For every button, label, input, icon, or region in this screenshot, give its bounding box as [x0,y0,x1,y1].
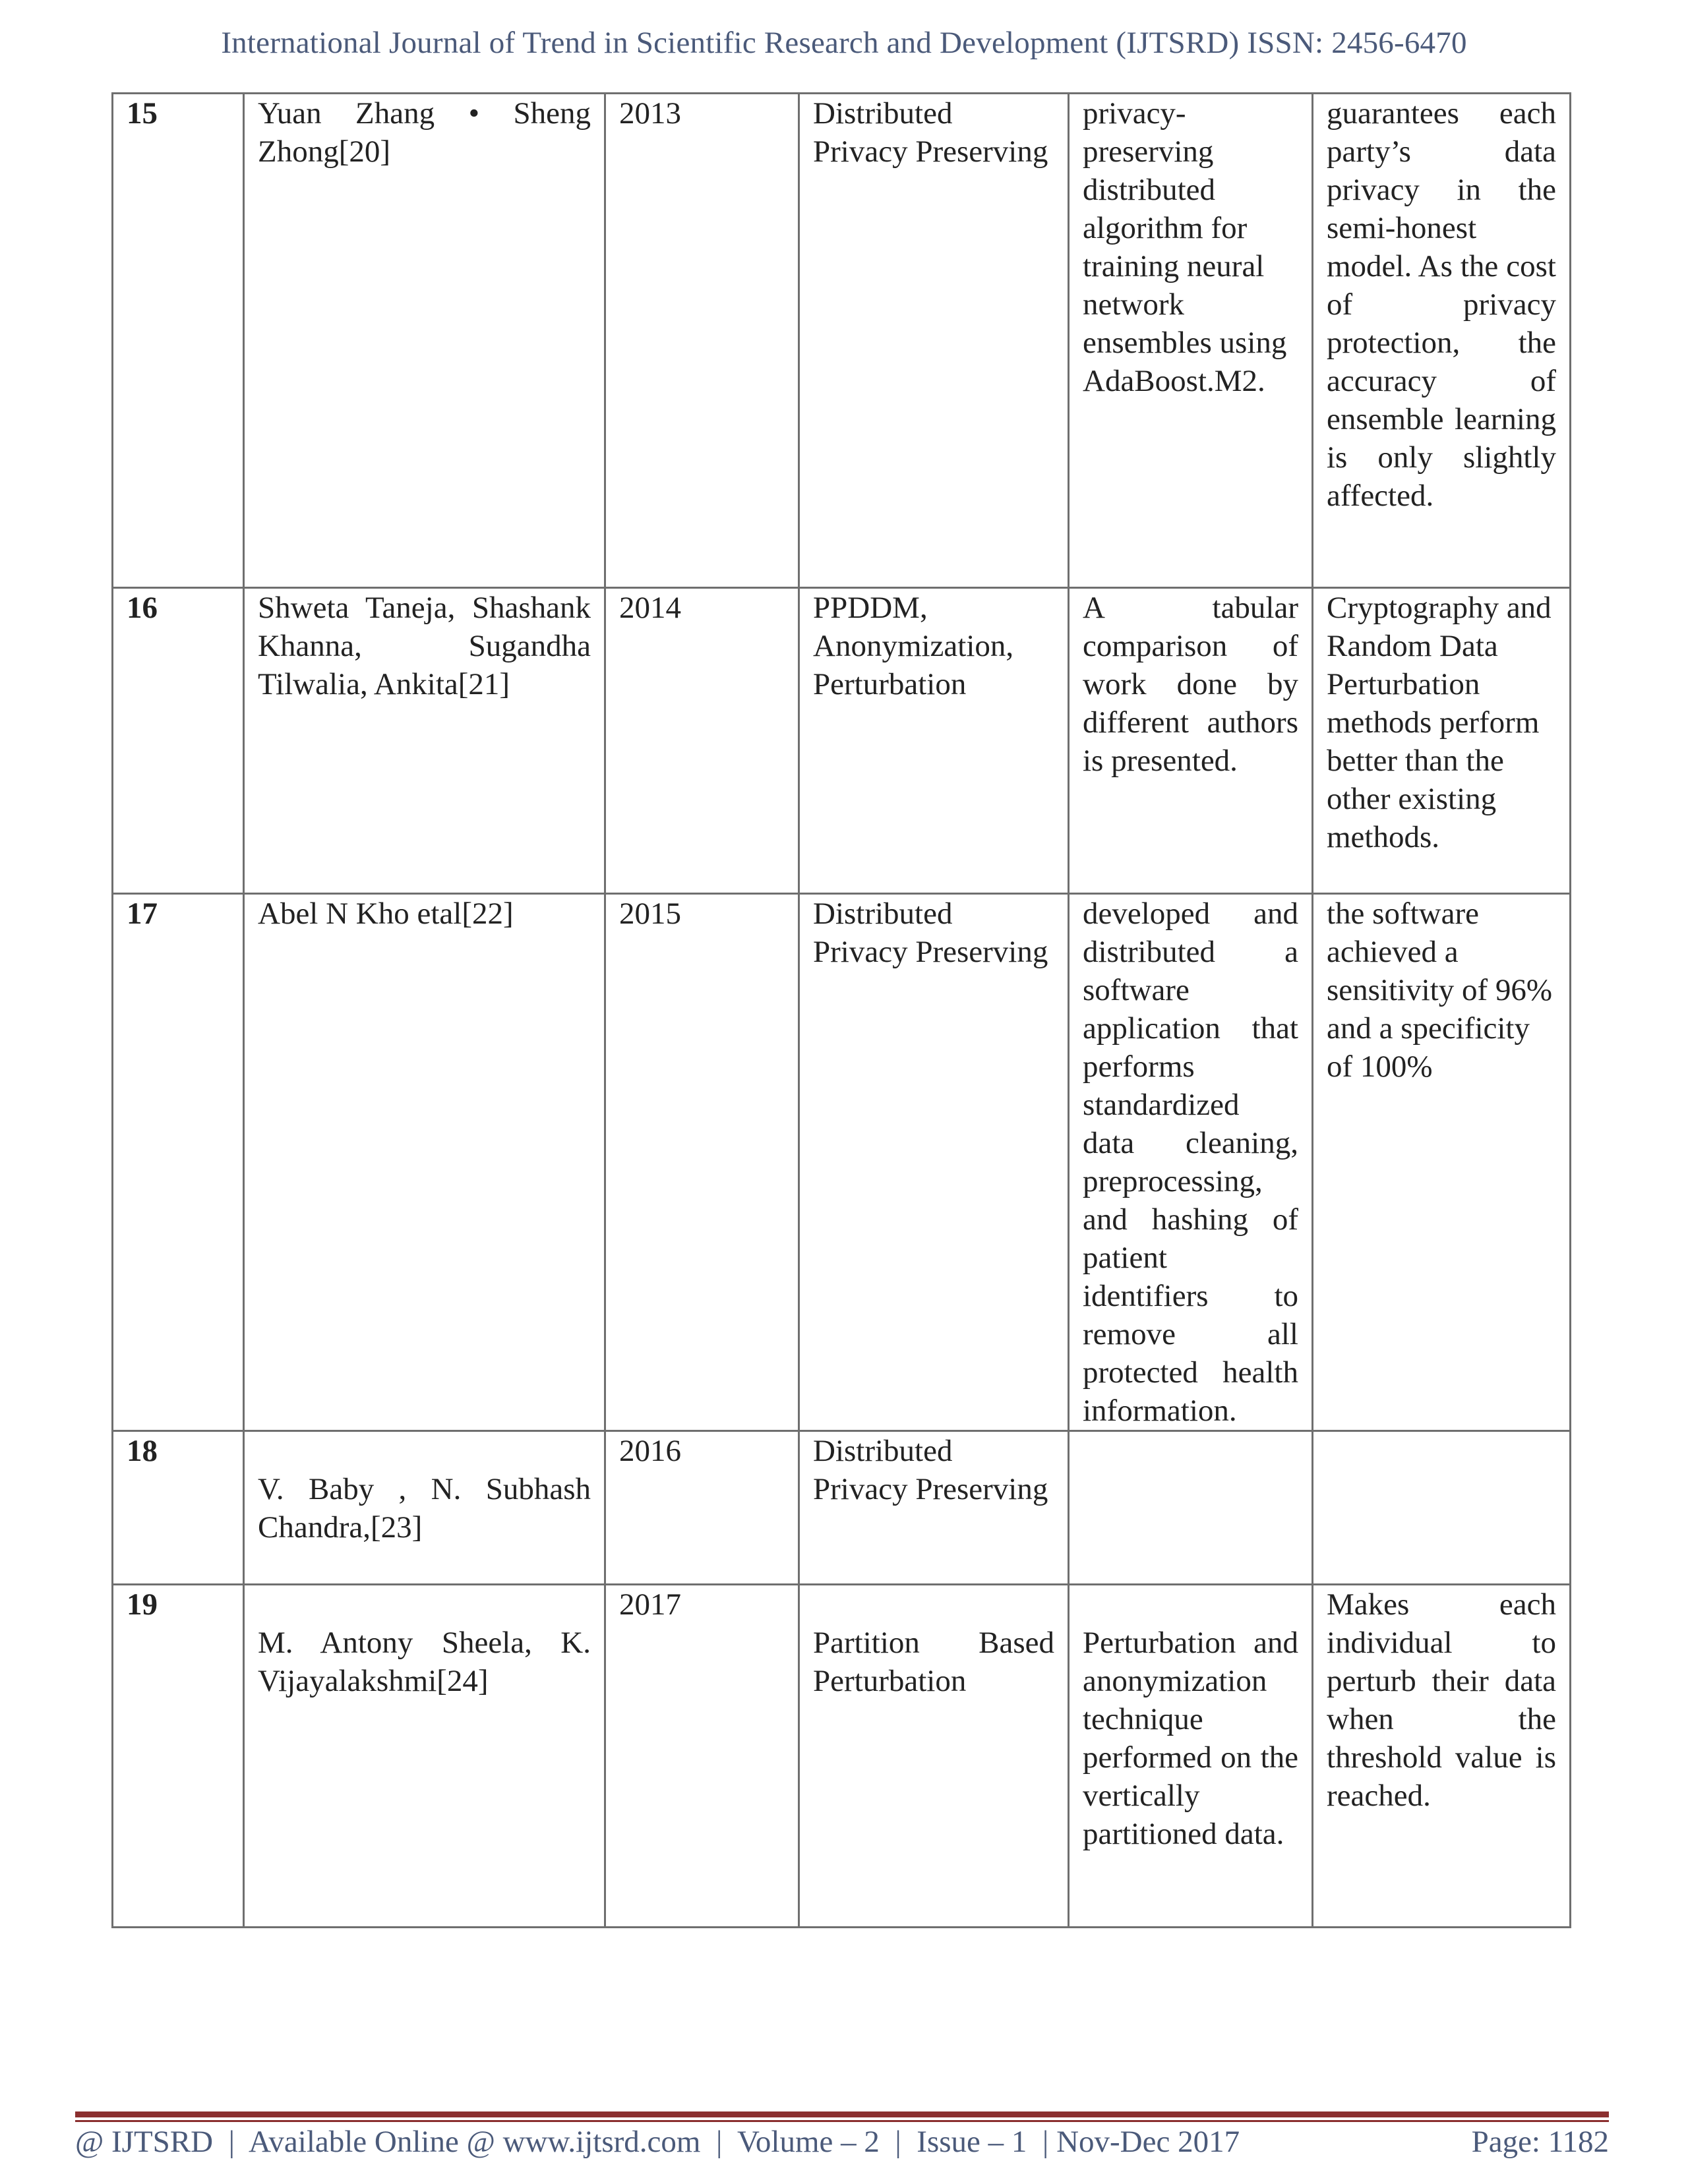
table-row [113,588,1571,894]
year-cell: 2013 [605,94,799,588]
table-row [113,1585,1571,1928]
result-cell: Cryptography and Random Data Perturbation methods perform better than the other existing methods. [1313,588,1571,894]
row-number: 18 [113,1431,244,1585]
footer-left: @ IJTSRD | Available Online @ www.ijtsrd.com | Volume – 2 | Issue – 1 | Nov-Dec 2017 [75,2125,1240,2159]
journal-header: International Journal of Trend in Scientific Research and Development (IJTSRD) ISSN: 2456-6470 [221,26,1467,60]
authors-cell: Shweta Taneja, Shashank Khanna, Sugandha Tilwalia, Ankita[21] [244,588,605,894]
footer-publisher: @ IJTSRD [75,2125,214,2159]
footer-rule-thin [75,2120,1609,2122]
result-cell: Makes each individual to perturb their data when the threshold value is reached. [1313,1585,1571,1928]
authors-cell: Yuan Zhang • Sheng Zhong[20] [244,94,605,588]
technique-cell: Distributed Privacy Preserving [799,894,1069,1431]
authors-cell: Abel N Kho etal[22] [244,894,605,1431]
year-cell: 2014 [605,588,799,894]
work-cell: Perturbation and anonymization technique performed on the vertically partitioned data. [1069,1585,1313,1928]
authors-cell: M. Antony Sheela, K. Vijayalakshmi[24] [244,1585,605,1928]
row-number: 19 [113,1585,244,1928]
footer-period: Nov-Dec 2017 [1056,2125,1240,2159]
work-cell: A tabular comparison of work done by different authors is presented. [1069,588,1313,894]
footer-page-number: Page: 1182 [1471,2125,1609,2159]
row-number: 15 [113,94,244,588]
technique-cell: Partition Based Perturbation [799,1585,1069,1928]
work-cell: developed and distributed a software application that performs standardized data cleaning, preprocessing, and hashing of patient identifiers to remove all protected health information. [1069,894,1313,1431]
year-cell: 2016 [605,1431,799,1585]
footer-rule [75,2111,1609,2117]
technique-cell: Distributed Privacy Preserving [799,1431,1069,1585]
technique-cell: PPDDM, Anonymization, Perturbation [799,588,1069,894]
year-cell: 2017 [605,1585,799,1928]
literature-table [111,92,1571,1928]
table-row [113,894,1571,1431]
footer-available: Available Online @ www.ijtsrd.com [248,2125,701,2159]
result-cell [1313,1431,1571,1585]
table-row [113,94,1571,588]
result-cell: the software achieved a sensitivity of 96% and a specificity of 100% [1313,894,1571,1431]
work-cell [1069,1431,1313,1585]
result-cell: guarantees each party’s data privacy in the semi-honest model. As the cost of privacy protection, the accuracy of ensemble learning is only slightly affected. [1313,94,1571,588]
technique-cell: Distributed Privacy Preserving [799,94,1069,588]
footer-volume: Volume – 2 [737,2125,880,2159]
table-row [113,1431,1571,1585]
row-number: 16 [113,588,244,894]
year-cell: 2015 [605,894,799,1431]
work-cell: privacy-preserving distributed algorithm for training neural network ensembles using AdaBoost.M2. [1069,94,1313,588]
page-footer [75,2124,1609,2160]
footer-issue: Issue – 1 [917,2125,1027,2159]
row-number: 17 [113,894,244,1431]
authors-cell: V. Baby , N. Subhash Chandra,[23] [244,1431,605,1585]
